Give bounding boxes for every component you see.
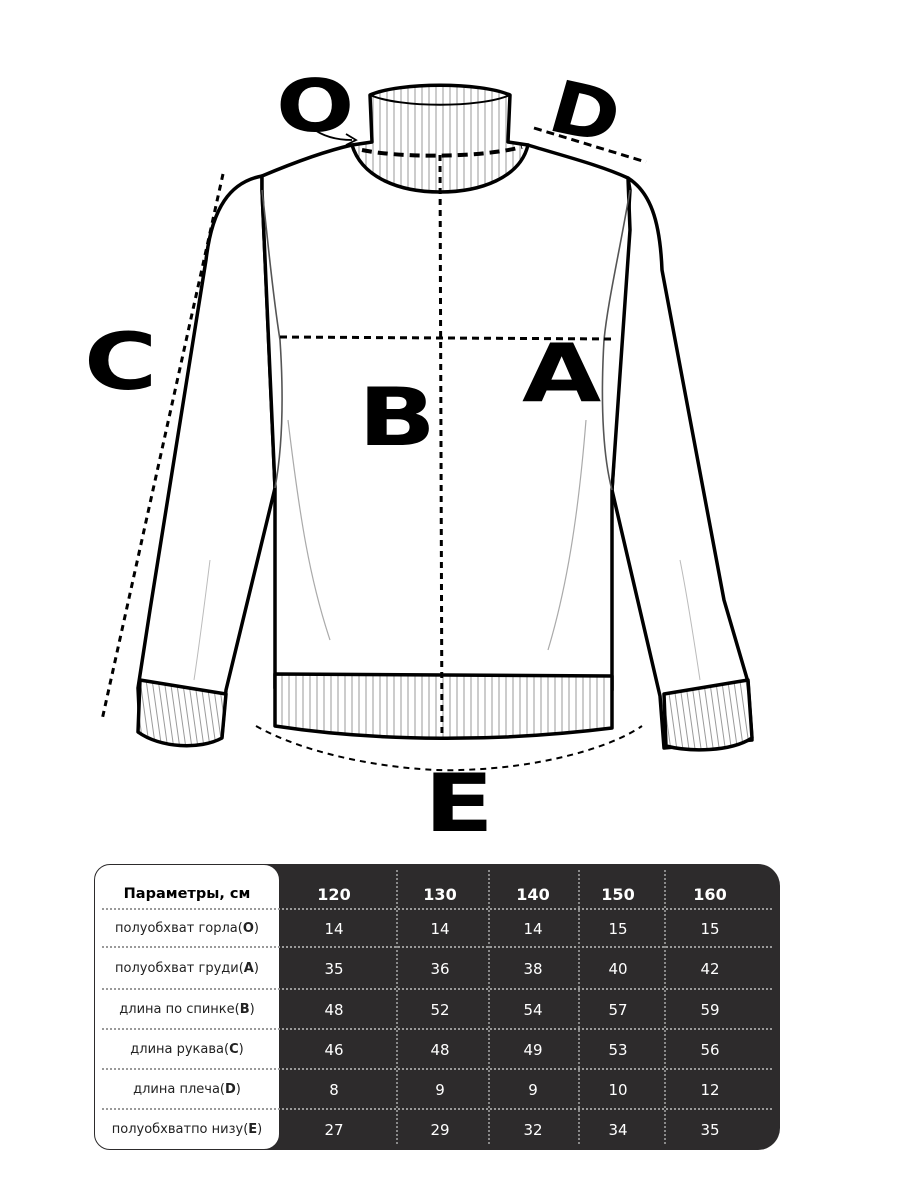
column-separator (664, 870, 666, 1144)
value-o-120: 14 (324, 920, 344, 938)
row-separator (102, 988, 772, 990)
right-cuff (664, 680, 752, 750)
param-label-b: длина по спинке ( B ) (119, 1001, 255, 1017)
value-d-150: 10 (608, 1081, 628, 1099)
value-a-160: 42 (700, 960, 720, 978)
param-label-e: полуобхват по низу ( E ) (111, 1121, 263, 1137)
param-label-d: длина плеча ( D ) (133, 1081, 241, 1097)
row-separator (102, 908, 772, 910)
value-b-130: 52 (430, 1001, 450, 1019)
value-a-120: 35 (324, 960, 344, 978)
left-sleeve (138, 176, 275, 736)
value-e-160: 35 (700, 1121, 720, 1139)
label-b: B (358, 371, 437, 464)
value-a-140: 38 (523, 960, 543, 978)
row-separator (102, 1068, 772, 1070)
value-d-160: 12 (700, 1081, 720, 1099)
value-o-150: 15 (608, 920, 628, 938)
size-header-160: 160 (693, 884, 727, 904)
size-header-120: 120 (317, 884, 351, 904)
label-a: A (522, 327, 602, 420)
column-separator (578, 870, 580, 1144)
value-e-130: 29 (430, 1121, 450, 1139)
row-separator (102, 946, 772, 948)
value-d-140: 9 (528, 1081, 538, 1099)
size-header-130: 130 (423, 884, 457, 904)
value-o-140: 14 (523, 920, 543, 938)
value-e-140: 32 (523, 1121, 543, 1139)
table-header-parameters: Параметры, см (123, 885, 251, 902)
value-e-120: 27 (324, 1121, 344, 1139)
value-b-120: 48 (324, 1001, 344, 1019)
label-d: D (540, 64, 631, 161)
label-o: O (276, 64, 355, 148)
value-o-160: 15 (700, 920, 720, 938)
value-b-160: 59 (700, 1001, 720, 1019)
value-b-150: 57 (608, 1001, 628, 1019)
value-e-150: 34 (608, 1121, 628, 1139)
value-c-150: 53 (608, 1041, 628, 1059)
value-o-130: 14 (430, 920, 450, 938)
param-label-o: полуобхват горла ( O ) (115, 920, 259, 936)
value-d-120: 8 (329, 1081, 339, 1099)
column-separator (396, 870, 398, 1144)
value-a-130: 36 (430, 960, 450, 978)
row-separator (102, 1028, 772, 1030)
param-label-c: длина рукава ( C ) (130, 1041, 244, 1057)
value-c-130: 48 (430, 1041, 450, 1059)
size-header-140: 140 (516, 884, 550, 904)
column-separator (488, 870, 490, 1144)
value-c-140: 49 (523, 1041, 543, 1059)
value-a-150: 40 (608, 960, 628, 978)
label-e: E (424, 757, 494, 850)
collar (352, 85, 528, 192)
value-c-120: 46 (324, 1041, 344, 1059)
value-d-130: 9 (435, 1081, 445, 1099)
param-label-a: полуобхват груди ( A ) (115, 960, 259, 976)
value-b-140: 54 (523, 1001, 543, 1019)
label-c: C (84, 318, 158, 408)
right-sleeve (612, 178, 752, 748)
row-separator (102, 1108, 772, 1110)
size-header-150: 150 (601, 884, 635, 904)
size-table (94, 864, 780, 1150)
hem-band (275, 674, 612, 738)
value-c-160: 56 (700, 1041, 720, 1059)
